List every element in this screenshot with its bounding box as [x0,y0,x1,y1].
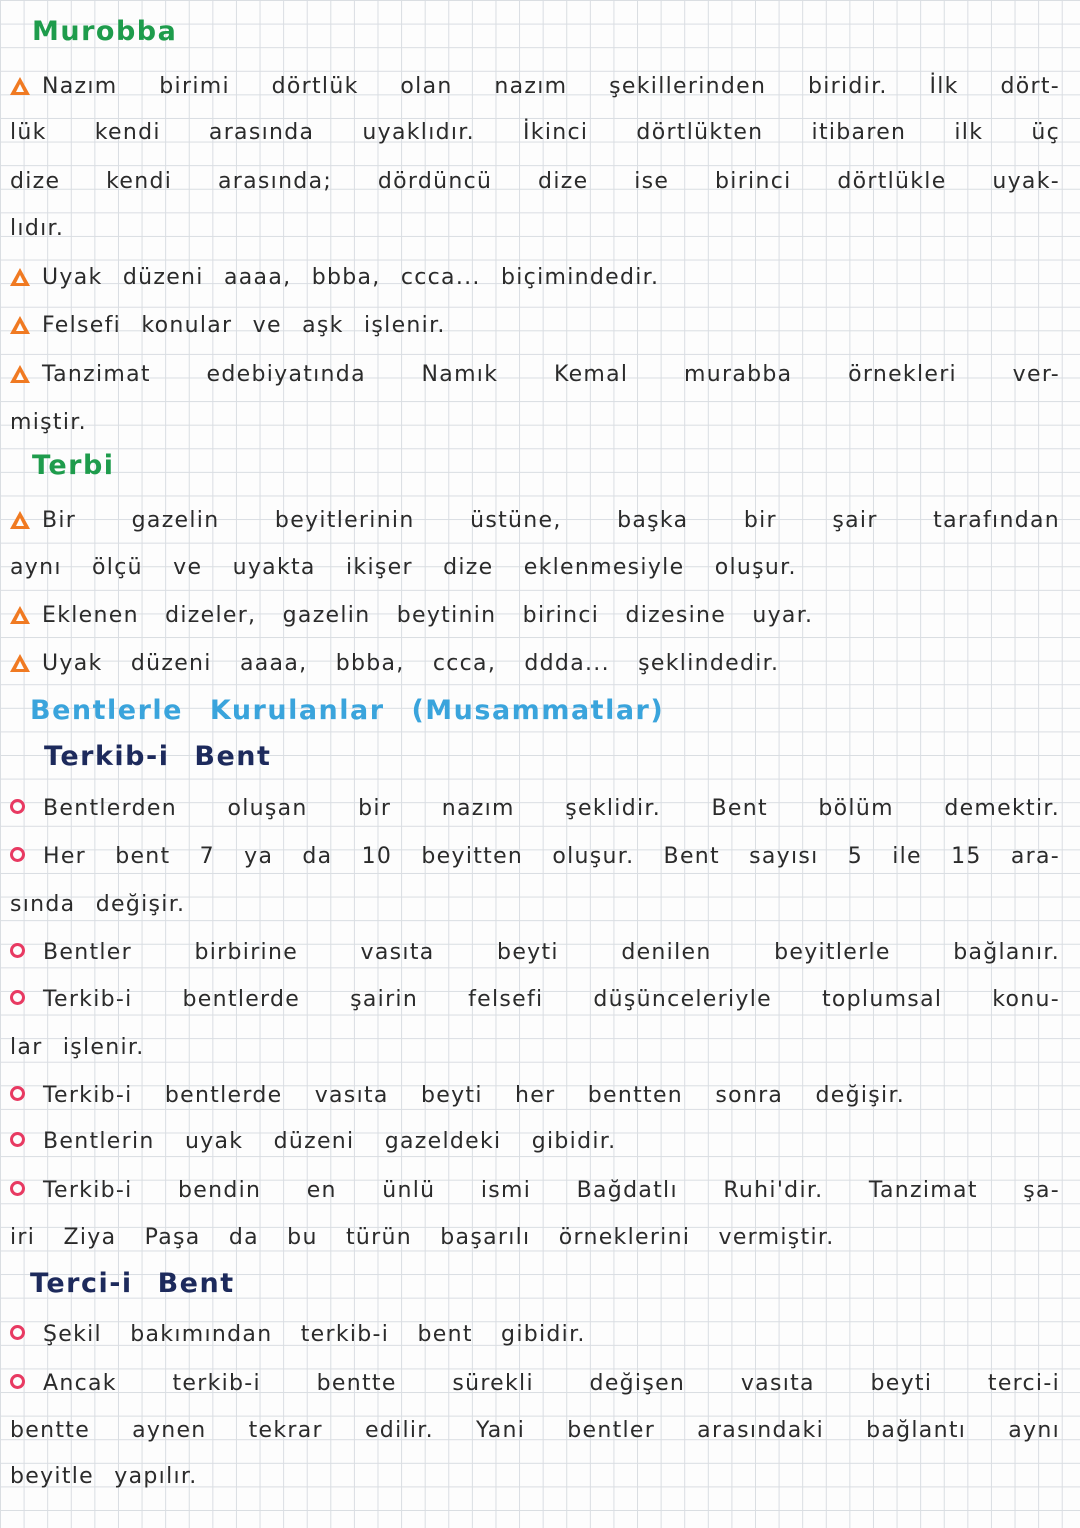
terbi-line-1: Bir gazelin beyitlerinin üstüne, başka bir şair tarafından [10,506,1060,536]
murobba-line-6: Felsefi konular ve aşk işlenir. [10,311,1060,341]
warning-triangle-icon [10,268,30,286]
terkib-line-4: Bentler birbirine vasıta beyti denilen beyitlerle bağlanır. [10,938,1060,968]
warning-triangle-icon [10,316,30,334]
terkib-line-9: Terkib-i bendin en ünlü ismi Bağdatlı Ruhi'dir. Tanzimat şa- [10,1176,1060,1206]
heading-musammatlar: Bentlerle Kurulanlar (Musammatlar) [30,695,665,726]
murobba-line-5: Uyak düzeni aaaa, bbba, ccca... biçimindedir. [10,263,1060,293]
warning-triangle-icon [10,606,30,624]
warning-triangle-icon [10,77,30,95]
murobba-line-4: lıdır. [10,216,65,241]
terci-line-1: Şekil bakımından terkib-i bent gibidir. [10,1320,1060,1350]
terci-line-4: beyitle yapılır. [10,1464,198,1489]
ring-bullet-icon [10,990,25,1005]
ring-bullet-icon [10,799,25,814]
warning-triangle-icon [10,365,30,383]
heading-terkib-i-bent: Terkib-i Bent [44,741,272,772]
terkib-line-2: Her bent 7 ya da 10 beyitten oluşur. Bent sayısı 5 ile 15 ara- [10,842,1060,872]
terbi-line-4: Uyak düzeni aaaa, bbba, ccca, ddda... şeklindedir. [10,649,1060,679]
ring-bullet-icon [10,1374,25,1389]
ring-bullet-icon [10,943,25,958]
murobba-line-1: Nazım birimi dörtlük olan nazım şekillerinden biridir. İlk dört- [10,72,1060,102]
terbi-line-2: aynı ölçü ve uyakta ikişer dize eklenmesiyle oluşur. [10,555,797,580]
warning-triangle-icon [10,511,30,529]
murobba-line-7: Tanzimat edebiyatında Namık Kemal murabba örnekleri ver- [10,360,1060,390]
terkib-line-1: Bentlerden oluşan bir nazım şeklidir. Bent bölüm demektir. [10,794,1060,824]
terkib-line-7: Terkib-i bentlerde vasıta beyti her bentten sonra değişir. [10,1081,1060,1111]
murobba-line-8: miştir. [10,410,87,435]
ring-bullet-icon [10,1086,25,1101]
terbi-line-3: Eklenen dizeler, gazelin beytinin birinci dizesine uyar. [10,601,1060,631]
terkib-line-3: sında değişir. [10,892,186,917]
ring-bullet-icon [10,1325,25,1340]
heading-terbi: Terbi [32,450,115,481]
heading-terci-i-bent: Terci-i Bent [30,1268,235,1299]
terci-line-3: bentte aynen tekrar edilir. Yani bentler arasındaki bağlantı aynı [10,1418,1060,1443]
terkib-line-5: Terkib-i bentlerde şairin felsefi düşünceleriyle toplumsal konu- [10,985,1060,1015]
terkib-line-8: Bentlerin uyak düzeni gazeldeki gibidir. [10,1127,1060,1157]
warning-triangle-icon [10,654,30,672]
terkib-line-6: lar işlenir. [10,1035,145,1060]
terkib-line-10: iri Ziya Paşa da bu türün başarılı örneklerini vermiştir. [10,1225,835,1250]
murobba-line-3: dize kendi arasında; dördüncü dize ise birinci dörtlükle uyak- [10,169,1060,194]
heading-murobba: Murobba [32,16,178,47]
ring-bullet-icon [10,847,25,862]
terci-line-2: Ancak terkib-i bentte sürekli değişen vasıta beyti terci-i [10,1369,1060,1399]
ring-bullet-icon [10,1132,25,1147]
murobba-line-2: lük kendi arasında uyaklıdır. İkinci dörtlükten itibaren ilk üç [10,120,1060,145]
ring-bullet-icon [10,1181,25,1196]
